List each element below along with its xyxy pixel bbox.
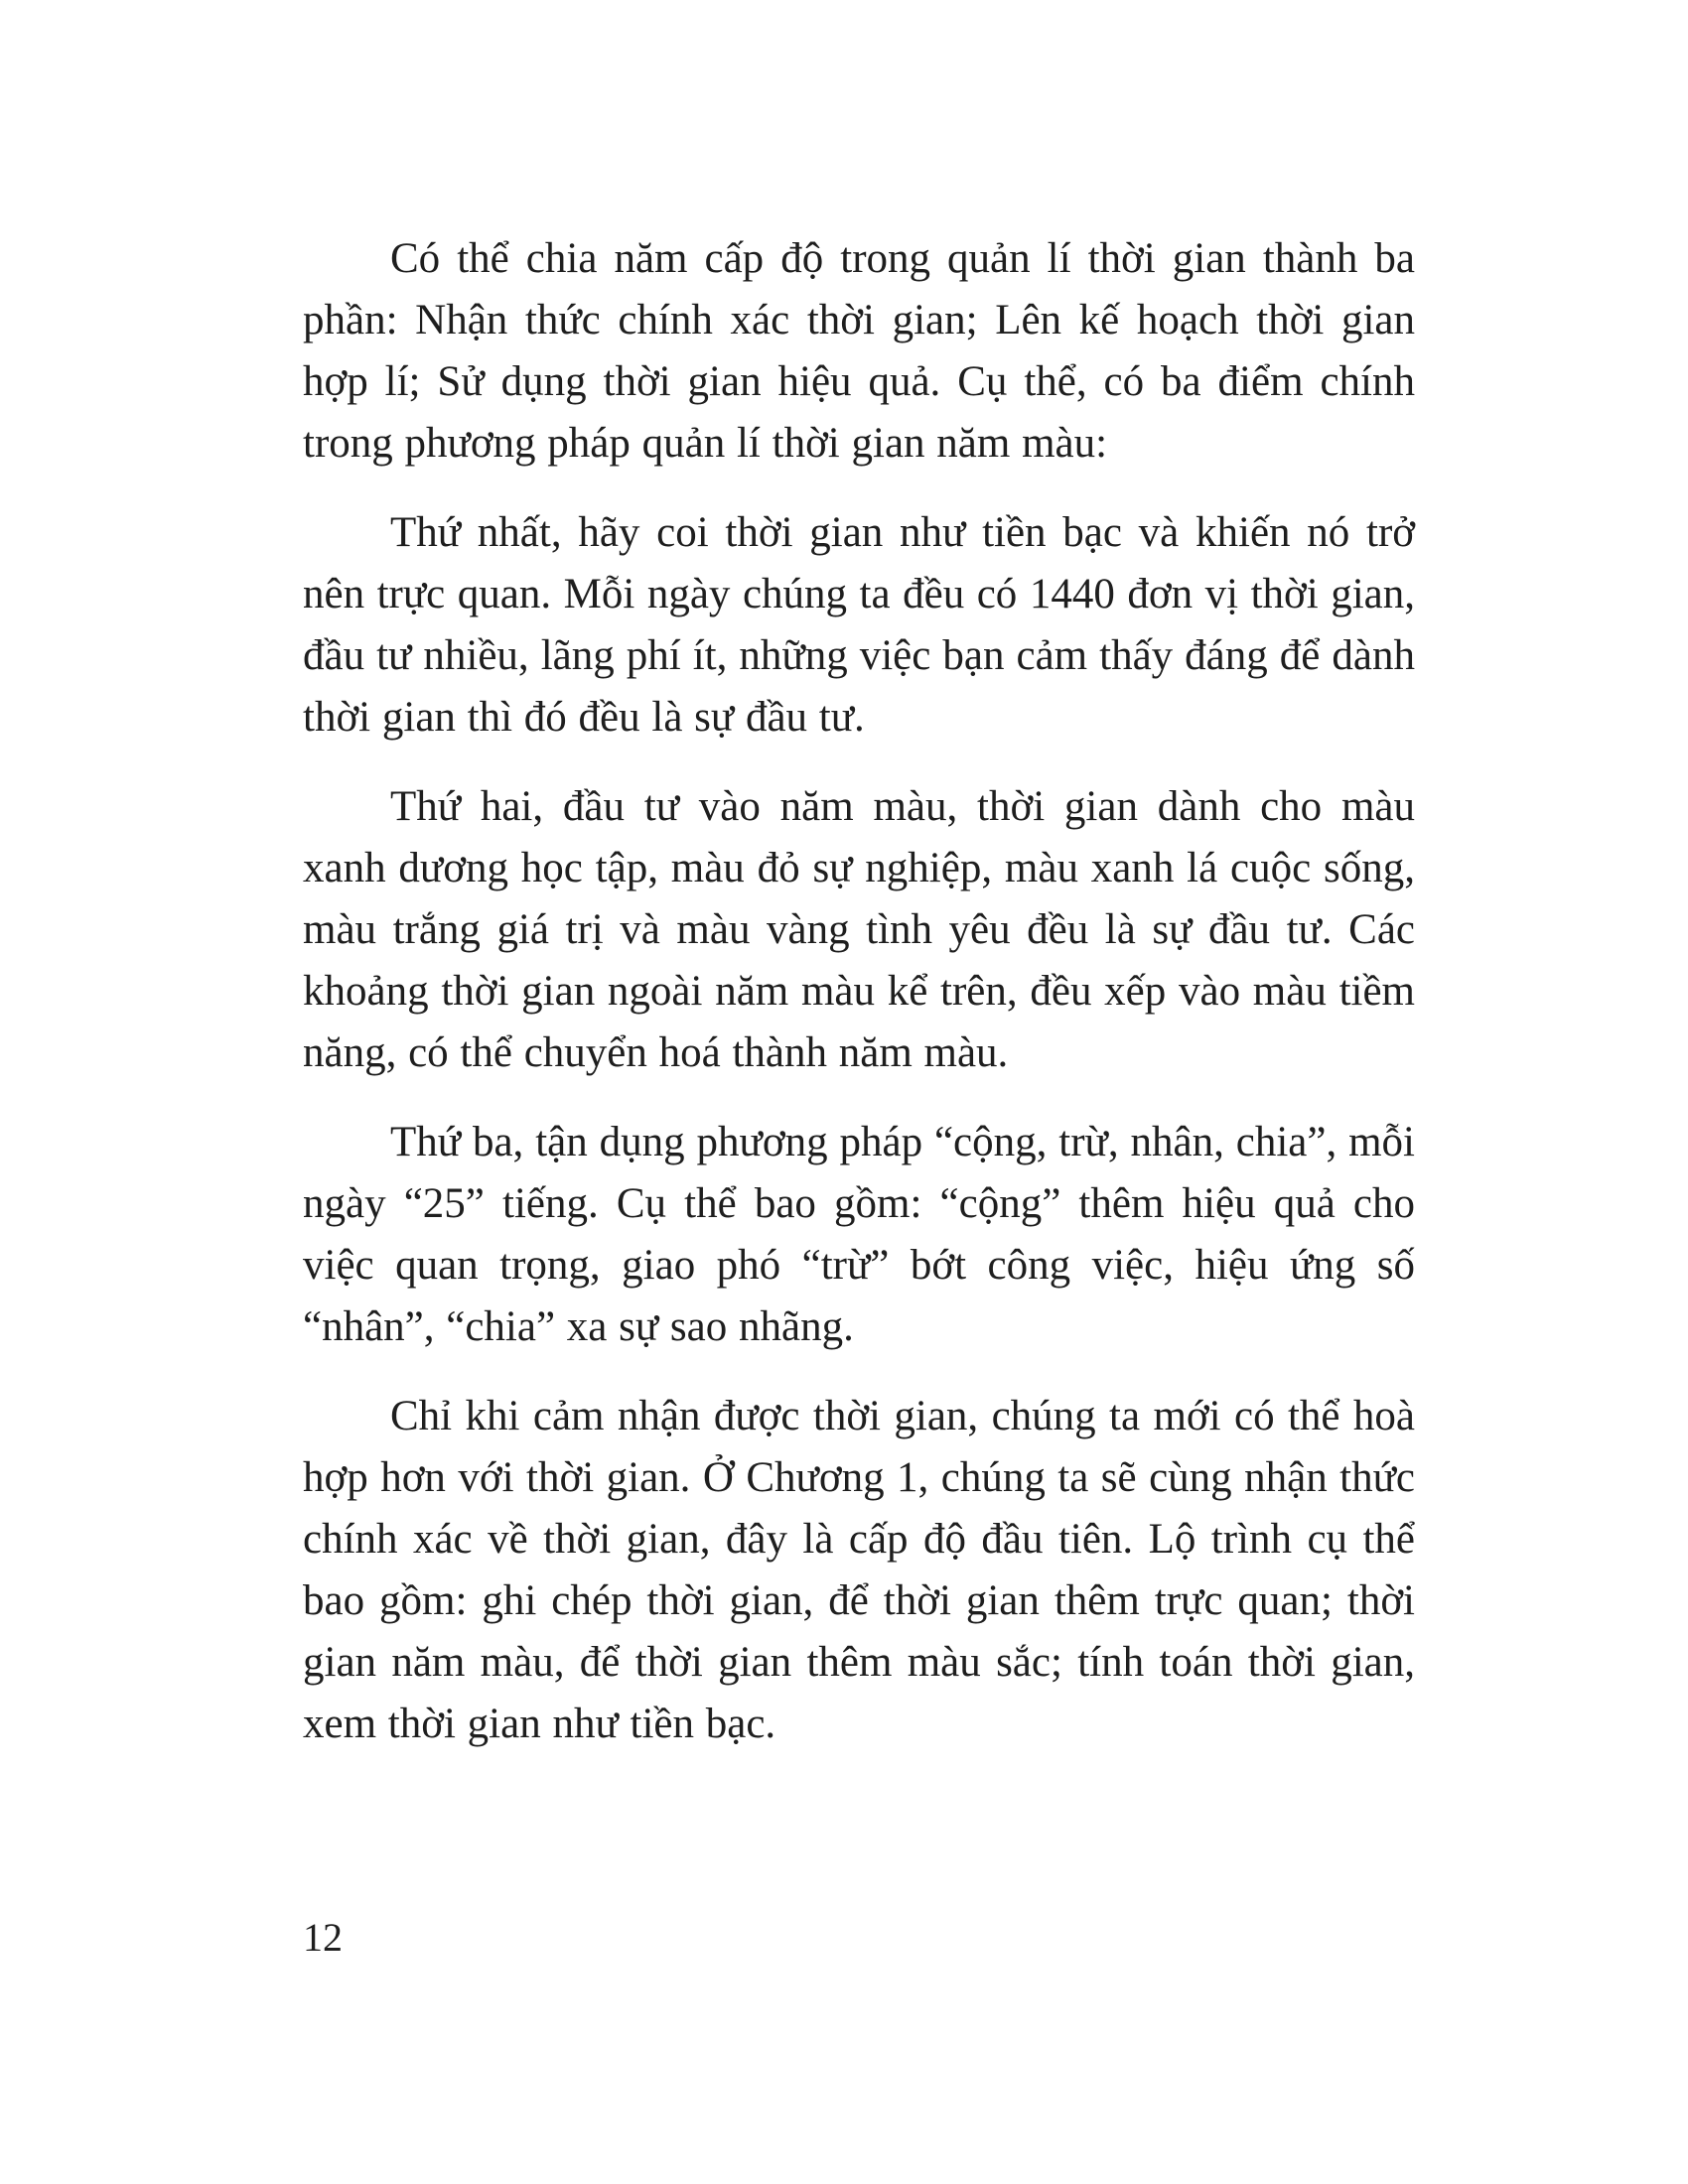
page-number: 12 [303, 1915, 343, 1960]
paragraph-first-point: Thứ nhất, hãy coi thời gian như tiền bạc và khiến nó trở nên trực quan. Mỗi ngày chúng ta đều có 1440 đơn vị thời gian, đầu tư nhiều, lãng phí ít, những việc bạn cảm thấy đáng để dành thời gian thì đó đều là sự đầu tư. [303, 509, 1415, 741]
paragraph-second-point: Thứ hai, đầu tư vào năm màu, thời gian dành cho màu xanh dương học tập, màu đỏ sự nghiệp, màu xanh lá cuộc sống, màu trắng giá trị và màu vàng tình yêu đều là sự đầu tư. Các khoảng thời gian ngoài năm màu kể trên, đều xếp vào màu tiềm năng, có thể chuyển hoá thành năm màu. [303, 783, 1415, 1076]
paragraph-third-point: Thứ ba, tận dụng phương pháp “cộng, trừ, nhân, chia”, mỗi ngày “25” tiếng. Cụ thể bao gồm: “cộng” thêm hiệu quả cho việc quan trọng, giao phó “trừ” bớt công việc, hiệu ứng số “nhân”, “chia” xa sự sao nhãng. [303, 1119, 1415, 1350]
body-text [303, 228, 1415, 1755]
paragraph-closing: Chỉ khi cảm nhận được thời gian, chúng ta mới có thể hoà hợp hơn với thời gian. Ở Chương 1, chúng ta sẽ cùng nhận thức chính xác về thời gian, đây là cấp độ đầu tiên. Lộ trình cụ thể bao gồm: ghi chép thời gian, để thời gian thêm trực quan; thời gian năm màu, để thời gian thêm màu sắc; tính toán thời gian, xem thời gian như tiền bạc. [303, 1393, 1415, 1747]
paragraph-overview: Có thể chia năm cấp độ trong quản lí thời gian thành ba phần: Nhận thức chính xác thời gian; Lên kế hoạch thời gian hợp lí; Sử dụng thời gian hiệu quả. Cụ thể, có ba điểm chính trong phương pháp quản lí thời gian năm màu: [303, 235, 1415, 467]
